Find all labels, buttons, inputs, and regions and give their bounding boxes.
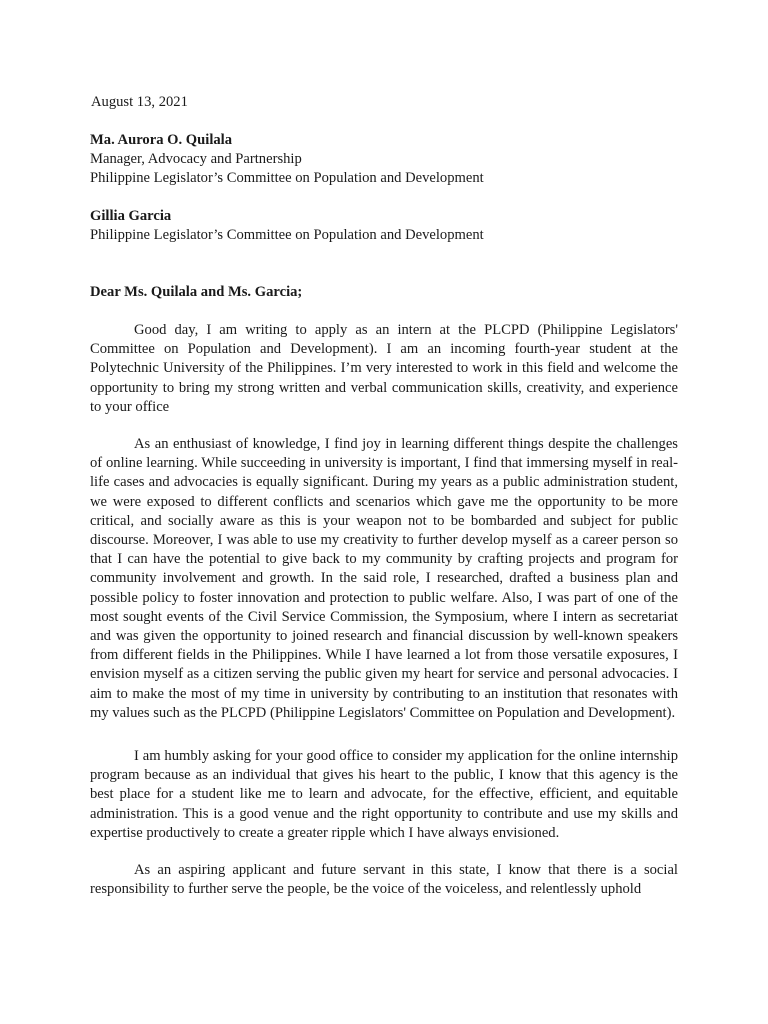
recipient-name: Gillia Garcia <box>90 208 172 224</box>
recipient-block <box>90 131 484 188</box>
recipient-title: Manager, Advocacy and Partnership <box>90 151 302 167</box>
body-paragraph: As an aspiring applicant and future servant in this state, I know that there is a social responsibility to further serve the people, be the voice of the voiceless, and relentlessly uphold <box>90 862 678 898</box>
body-paragraph: As an enthusiast of knowledge, I find joy in learning different things despite the challenges of online learning. While succeeding in university is important, I find that immersing myself in real-life cases and advocacies is equally significant. During my years as a public administration student, we were exposed to different conflicts and scenarios which gave me the opportunity to be more critical, and socially aware as this is your weapon not to be bombarded and subject for public discourse. Moreover, I was able to use my creativity to further develop myself as a career person so that I can have the potential to give back to my community by crafting projects and program for community involvement and growth. In the said role, I researched, drafted a business plan and possible policy to foster innovation and protection to public welfare. Also, I was part of one of the most sought events of the Civil Service Commission, the Symposium, where I intern as secretariat and was given the opportunity to joined research and financial discussion by well-known speakers from different fields in the Philippines. While I have learned a lot from those versatile exposures, I envision myself as a citizen serving the public given my heart for service and personal advocacies. I aim to make the most of my time in university by contributing to an institution that resonates with my values such as the PLCPD (Philippine Legislators' Committee on Population and Development). <box>90 436 678 721</box>
body-paragraph: I am humbly asking for your good office to consider my application for the online internship program because as an individual that gives his heart to the public, I know that this agency is the best place for a student like me to learn and advocate, for the effective, efficient, and equitable administration. This is a good venue and the right opportunity to contribute and use my skills and expertise productively to create a greater ripple which I have always envisioned. <box>90 748 678 841</box>
letter-date: August 13, 2021 <box>91 94 188 110</box>
recipient-block <box>90 207 484 245</box>
salutation: Dear Ms. Quilala and Ms. Garcia; <box>90 284 303 300</box>
recipient-organization: Philippine Legislator’s Committee on Population and Development <box>90 227 484 243</box>
recipient-organization: Philippine Legislator’s Committee on Population and Development <box>90 170 484 186</box>
body-paragraph: Good day, I am writing to apply as an intern at the PLCPD (Philippine Legislators' Committee on Population and Development). I am an incoming fourth-year student at the Polytechnic University of the Philippines. I’m very interested to work in this field and welcome the opportunity to bring my strong written and verbal communication skills, creativity, and experience to your office <box>90 322 678 415</box>
recipient-name: Ma. Aurora O. Quilala <box>90 132 233 148</box>
